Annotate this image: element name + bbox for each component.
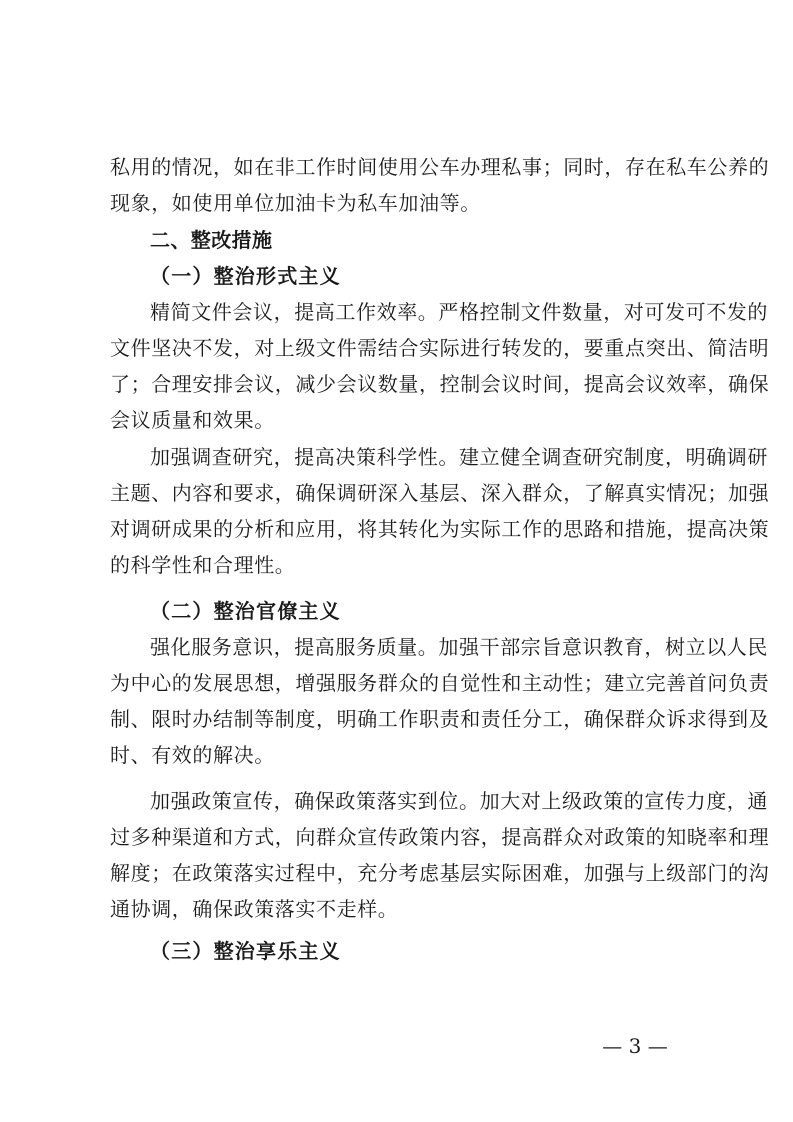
body-text-line: 强化服务意识，提高服务质量。加强干部宗旨意识教育，树立以人民 — [150, 635, 768, 659]
body-text-line: 精简文件会议，提高工作效率。严格控制文件数量，对可发可不发的 — [150, 300, 768, 324]
body-text-line: 通协调，确保政策落实不走样。 — [110, 897, 399, 921]
body-text-line: 现象，如使用单位加油卡为私车加油等。 — [110, 191, 481, 215]
subsection-heading: （二）整治官僚主义 — [150, 599, 341, 623]
body-text-line: 文件坚决不发，对上级文件需结合实际进行转发的，要重点突出、简洁明 — [110, 336, 770, 360]
body-text-line: 主题、内容和要求，确保调研深入基层、深入群众，了解真实情况；加强 — [110, 481, 770, 505]
body-text-line: 时、有效的解决。 — [110, 743, 275, 767]
body-text-line: 私用的情况，如在非工作时间使用公车办理私事；同时，存在私车公养的 — [110, 155, 770, 179]
subsection-heading: （三）整治享乐主义 — [150, 939, 341, 963]
body-text-line: 对调研成果的分析和应用，将其转化为实际工作的思路和措施，提高决策 — [110, 517, 770, 541]
subsection-heading: （一）整治形式主义 — [150, 264, 341, 288]
body-text-line: 会议质量和效果。 — [110, 408, 275, 432]
page-number: — 3 — — [602, 1034, 668, 1058]
body-text-line: 制、限时办结制等制度，明确工作职责和责任分工，确保群众诉求得到及 — [110, 707, 770, 731]
body-text-line: 的科学性和合理性。 — [110, 553, 296, 577]
body-text-line: 为中心的发展思想，增强服务群众的自觉性和主动性；建立完善首问负责 — [110, 671, 770, 695]
body-text-line: 解度；在政策落实过程中，充分考虑基层实际困难，加强与上级部门的沟 — [110, 861, 770, 885]
section-heading: 二、整改措施 — [150, 228, 273, 252]
body-text-line: 加强调查研究，提高决策科学性。建立健全调查研究制度，明确调研 — [150, 445, 768, 469]
body-text-line: 了；合理安排会议，减少会议数量，控制会议时间，提高会议效率，确保 — [110, 372, 770, 396]
body-text-line: 过多种渠道和方式，向群众宣传政策内容，提高群众对政策的知晓率和理 — [110, 825, 770, 849]
body-text-line: 加强政策宣传，确保政策落实到位。加大对上级政策的宣传力度，通 — [150, 789, 768, 813]
